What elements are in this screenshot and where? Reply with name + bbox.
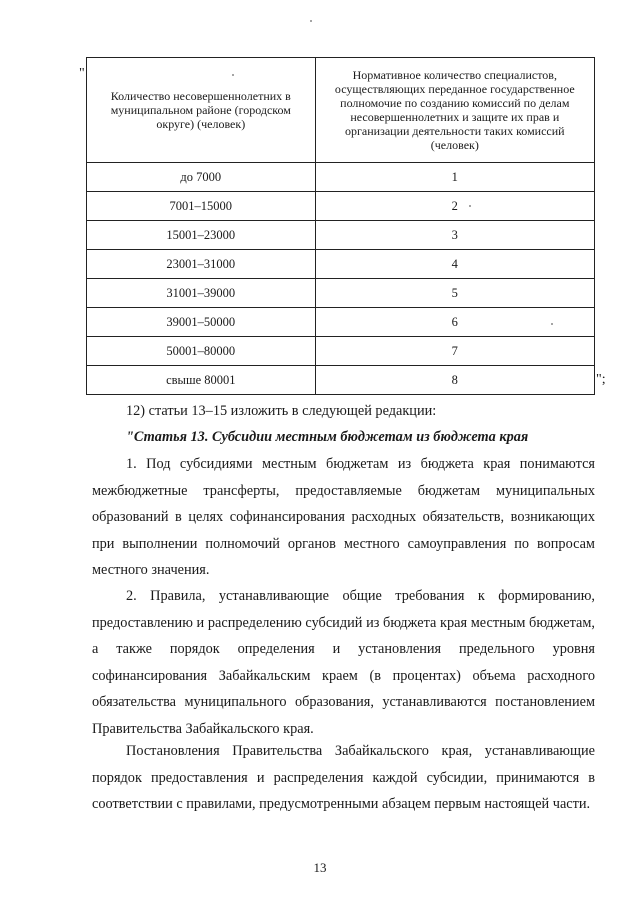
header-specialists-norm: Нормативное количество специалистов, осуществляющих переданное государственное полномочие по созданию комиссий по делам несовершеннолетних и защите их прав и организации деятельности таких комиссий (человек) (315, 58, 594, 163)
scan-speck (232, 74, 234, 76)
row-count: 5 (315, 279, 594, 308)
row-range: 15001–23000 (87, 221, 316, 250)
article-13-part-1: 1. Под субсидиями местным бюджетам из бюджета края понимаются межбюджетные трансферты, предоставляемые бюджетам муниципальных образований в целях софинансирования расходных обязательств, возникающих при выполнении полномочий органов местного самоуправления по вопросам местного значения. (92, 456, 595, 578)
row-range: 31001–39000 (87, 279, 316, 308)
scan-speck (310, 20, 312, 22)
scan-speck (469, 205, 471, 207)
row-count: 3 (315, 221, 594, 250)
row-range: 23001–31000 (87, 250, 316, 279)
table-row (87, 337, 595, 366)
table-row (87, 366, 595, 395)
table-row (87, 279, 595, 308)
row-range: свыше 80001 (87, 366, 316, 395)
row-count: 6 (315, 308, 594, 337)
row-count: 2 (315, 192, 594, 221)
table-row (87, 163, 595, 192)
row-count: 7 (315, 337, 594, 366)
article-13-title: "Статья 13. Субсидии местным бюджетам из бюджета края (126, 429, 529, 445)
row-range: до 7000 (87, 163, 316, 192)
row-range: 50001–80000 (87, 337, 316, 366)
table-header-row (87, 58, 595, 163)
row-range: 7001–15000 (87, 192, 316, 221)
page-number: 13 (313, 860, 327, 875)
scan-speck (551, 323, 553, 325)
row-range: 39001–50000 (87, 308, 316, 337)
article-13-part-2-paragraph-2: Постановления Правительства Забайкальского края, устанавливающие порядок предоставления и распределения каждой субсидии, принимаются в соответствии с правилами, предусмотренными абзацем первым настоящей части. (92, 743, 595, 812)
article-13-part-2: 2. Правила, устанавливающие общие требования к формированию, предоставлению и распределению субсидий из бюджета края местным бюджетам, а также порядок определения и установления предельного уровня софинансирования Забайкальским краем (в процентах) объема расходного обязательства муниципального образования, устанавливаются постановлением Правительства Забайкальского края. (92, 588, 595, 737)
table-row (87, 308, 595, 337)
table-row (87, 221, 595, 250)
amendment-item-12: 12) статьи 13–15 изложить в следующей редакции: (126, 403, 437, 419)
header-minors-count: Количество несовершеннолетних в муниципальном районе (городском округе) (человек) (87, 58, 316, 163)
table-row (87, 250, 595, 279)
row-count: 4 (315, 250, 594, 279)
row-count: 8 (315, 366, 594, 395)
specialists-norm-table (86, 57, 595, 395)
row-count: 1 (315, 163, 594, 192)
table-open-quote: " (79, 66, 85, 81)
table-row (87, 192, 595, 221)
table-close-quote: "; (596, 372, 606, 387)
